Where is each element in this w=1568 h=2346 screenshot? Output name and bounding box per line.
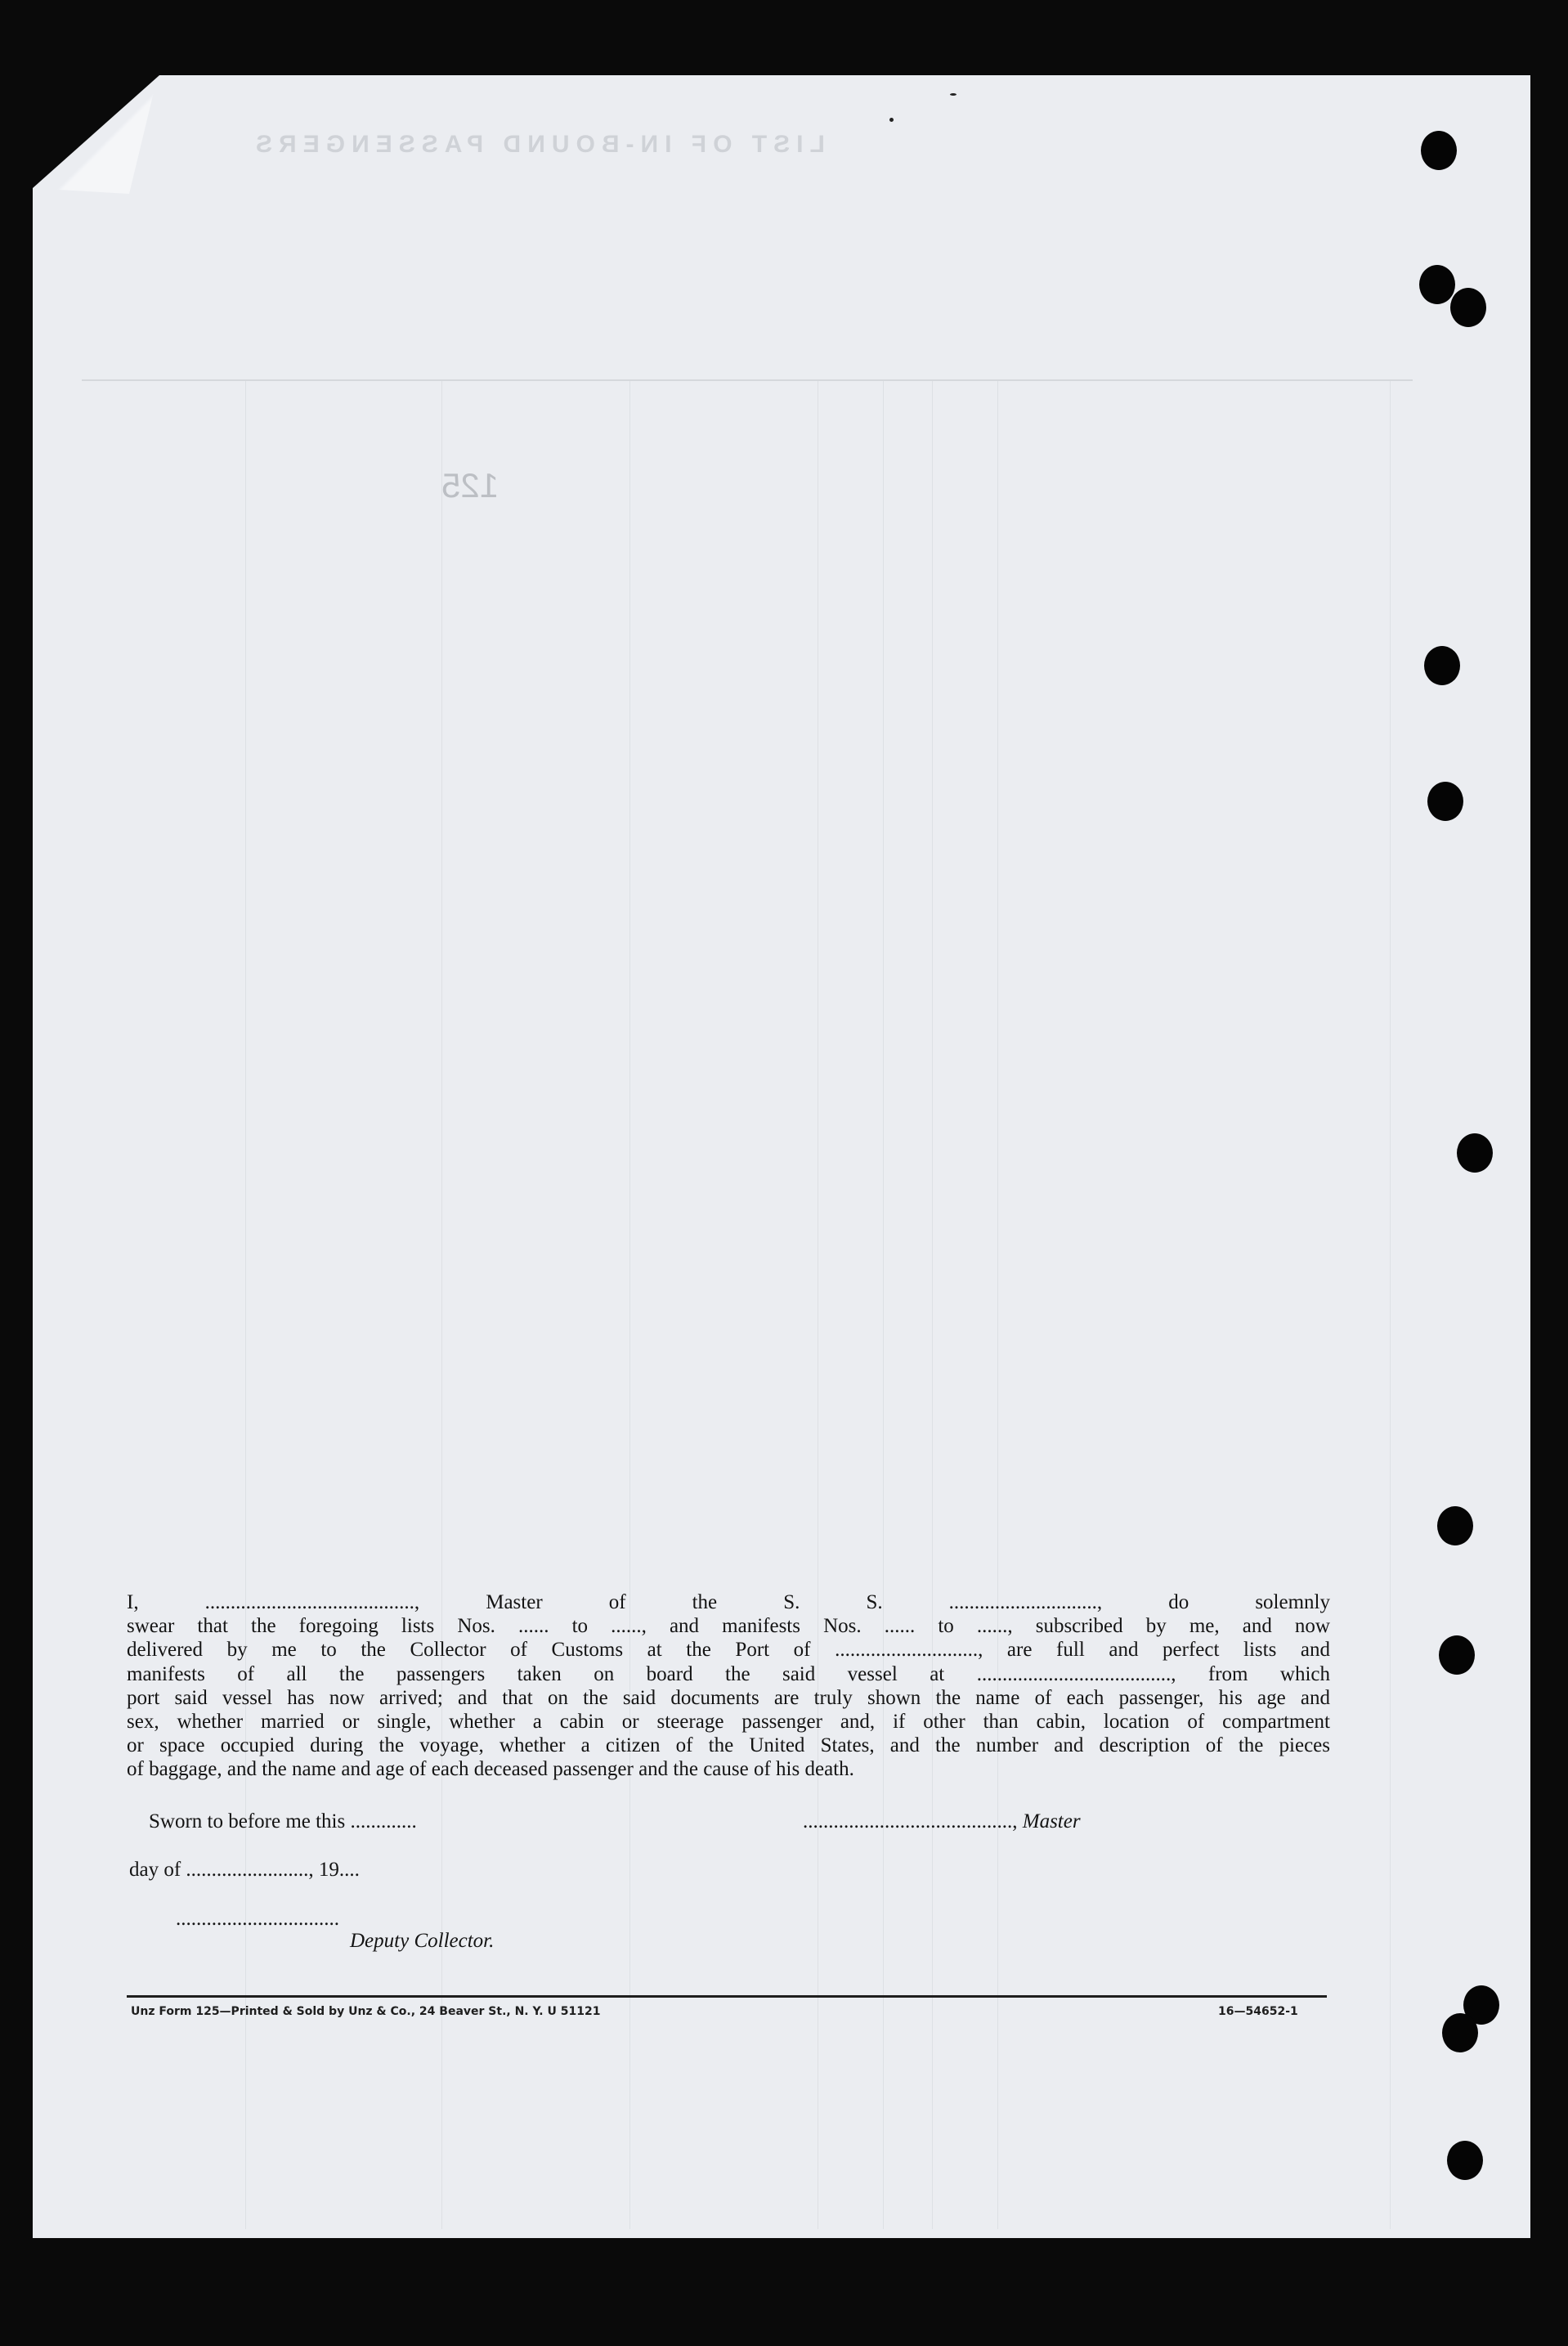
oath-line: delivered by me to the Collector of Customs at the Port of ............................, are full and perfect lists and [127,1639,1330,1662]
oath-line: sex, whether married or single, whether a cabin or steerage passenger and, if other than cabin, location of compartment [127,1711,1330,1734]
ink-speck [889,118,894,122]
deputy-collector-label: Deputy Collector. [350,1930,495,1952]
oath-line: or space occupied during the voyage, whether a citizen of the United States, and the number and description of the pieces [127,1734,1330,1757]
oath-line: of baggage, and the name and age of each deceased passenger and the cause of his death. [127,1758,854,1781]
master-signature-dots: ........................................., [803,1810,1023,1832]
faint-page-number: 125 [441,466,500,505]
master-signature-line [803,1810,1081,1833]
punch-hole [1437,1506,1473,1545]
punch-hole [1457,1133,1493,1173]
punch-hole [1447,2141,1483,2180]
punch-hole [1419,265,1455,304]
day-of-line: day of ........................, 19.... [129,1859,360,1881]
footer-rule [127,1995,1327,1998]
oath-line: I, ........................................., Master of the S. S. ............................., do solemnly [127,1591,1330,1613]
ink-speck [950,93,956,96]
master-oath-paragraph [127,1590,1330,1782]
punch-hole [1424,646,1460,685]
deputy-signature-dots: ................................ [176,1908,339,1930]
faint-form-title: LIST OF IN-BOUND PASSENGERS [249,131,825,158]
punch-hole [1439,1635,1475,1675]
oath-line: manifests of all the passengers taken on board the said vessel at ......................................, from which [127,1662,1330,1685]
sworn-line: Sworn to before me this ............. [149,1810,417,1832]
punch-hole [1427,782,1463,821]
master-label: Master [1022,1810,1081,1832]
oath-line: swear that the foregoing lists Nos. ...... to ......, and manifests Nos. ...... to ......, subscribed by me, and now [127,1615,1330,1638]
printer-imprint: Unz Form 125—Printed & Sold by Unz & Co., 24 Beaver St., N. Y. U 51121 [131,2005,601,2018]
oath-line: port said vessel has now arrived; and that on the said documents are truly shown the name of each passenger, his age and [127,1686,1330,1709]
punch-hole [1421,131,1457,170]
punch-hole [1442,2013,1478,2052]
punch-hole [1450,288,1486,327]
faint-bleed-through-table [82,379,1413,2229]
form-serial-number: 16—54652-1 [1218,2005,1298,2018]
